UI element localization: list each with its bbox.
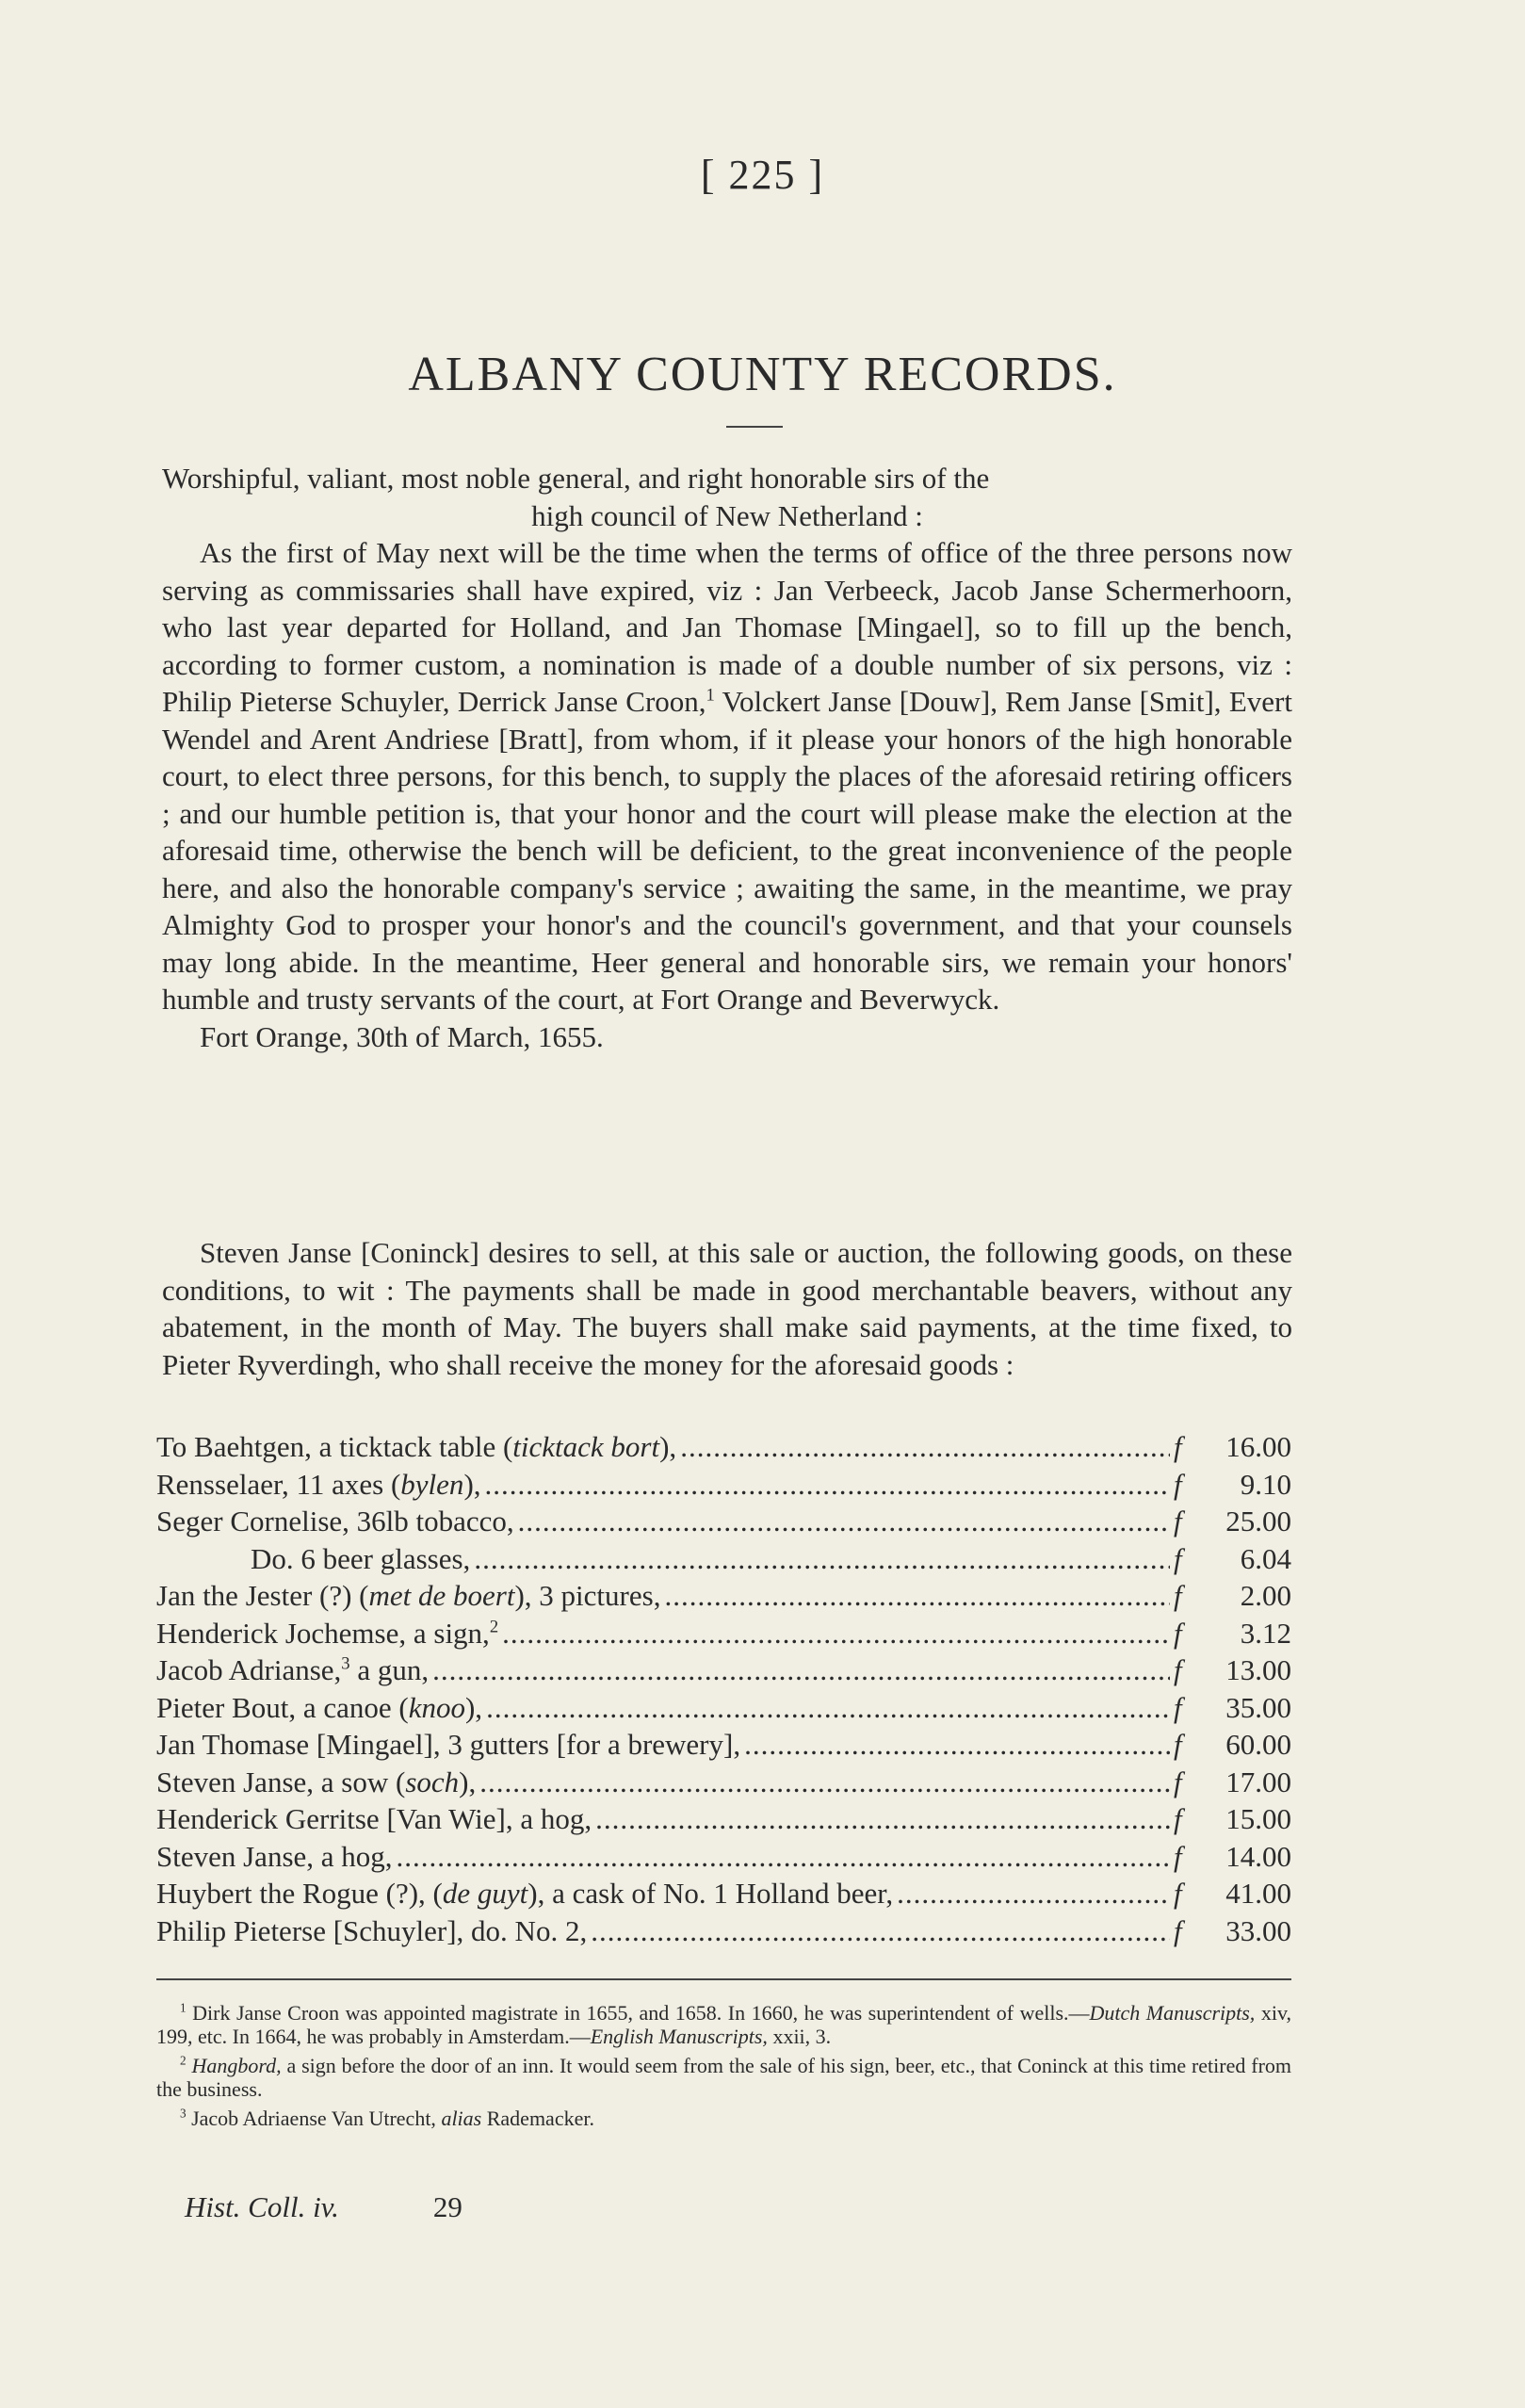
- leader-dots: [397, 1840, 1170, 1874]
- goods-item: [156, 1579, 660, 1613]
- leader-dots: [502, 1617, 1170, 1651]
- footnote-1-italic-2: English Manuscripts,: [590, 2025, 768, 2048]
- goods-item-pre: Jan the Jester (?) (: [156, 1579, 369, 1612]
- leader-dots: [474, 1542, 1170, 1576]
- goods-row: [156, 1579, 1291, 1617]
- goods-item-post: ),: [464, 1690, 483, 1724]
- goods-item: [156, 1691, 482, 1725]
- leader-dots: [479, 1765, 1170, 1799]
- letter-body-text: As the first of May next will be the time when the terms of office of the three persons now serving as commissaries shall have expired, viz : Jan Verbeeck, Jacob Janse Schermerhoorn, who last year departed for Holland, and Jan Thomase [Mingael], so to fill up the bench, according to former custom, a nomination is made of a double number of six persons, viz : Philip Pieterse Schuyler, Derrick Janse Croon,: [162, 536, 1292, 718]
- leader-dots: [664, 1579, 1170, 1613]
- goods-item-pre: Do. 6 beer glasses,: [251, 1541, 471, 1575]
- goods-item: [156, 1430, 676, 1464]
- goods-item-pre: Steven Janse, a sow (: [156, 1765, 406, 1798]
- letter-body-cont: Volckert Janse [Douw], Rem Janse [Smit], Evert Wendel and Arent Andriese [Bratt], from whom, if it please your honors of the high honorable court, to elect three persons, for this bench, to supply the places of the aforesaid retiring officers ; and our humble petition is, that your honor and the court will please make the election at the aforesaid time, otherwise the bench will be deficient, to the great inconvenience of the people here, and also the honorable company's service ; awaiting the same, in the meantime, we pray Almighty God to prosper your honor's and the council's government, and that your counsels may long abide. In the meantime, Heer general and honorable sirs, we remain your honors' humble and trusty servants of the court, at Fort Orange and Beverwyck.: [162, 685, 1292, 1016]
- currency-symbol: f: [1174, 1653, 1182, 1686]
- goods-item-sup: 3: [341, 1653, 350, 1674]
- leader-dots: [595, 1802, 1170, 1836]
- footnote-3-text-b: Rademacker.: [481, 2107, 594, 2130]
- goods-row: [156, 1430, 1291, 1468]
- currency-symbol: f: [1174, 1765, 1182, 1798]
- goods-row: [156, 1877, 1291, 1914]
- goods-item-post: ),: [659, 1430, 677, 1463]
- goods-item-pre: Jan Thomase [Mingael], 3 gutters [for a brewery],: [156, 1728, 741, 1761]
- collection-label: Hist. Coll. iv.: [185, 2190, 339, 2223]
- footnote-1-italic-1: Dutch Manuscripts,: [1089, 2001, 1256, 2025]
- goods-item-post: ), 3 pictures,: [514, 1579, 661, 1612]
- footnote-1: [156, 2001, 1291, 2048]
- goods-item-it: de guyt: [442, 1877, 528, 1910]
- goods-item: [156, 1468, 481, 1502]
- goods-item: [156, 1542, 470, 1576]
- goods-row: [156, 1468, 1291, 1505]
- leader-dots: [485, 1468, 1170, 1502]
- currency-symbol: f: [1174, 1877, 1182, 1910]
- goods-row: [156, 1914, 1291, 1952]
- goods-amount: 17.00: [1225, 1765, 1291, 1798]
- goods-item-pre: Henderick Jochemse, a sign,: [156, 1616, 490, 1650]
- goods-amount: 2.00: [1240, 1579, 1291, 1612]
- goods-item-pre: Seger Cornelise, 36lb tobacco,: [156, 1505, 514, 1538]
- goods-item: [156, 1617, 498, 1651]
- currency-symbol: f: [1174, 1579, 1182, 1612]
- goods-item: [156, 1765, 476, 1799]
- footnote-ref-1: 1: [706, 685, 715, 706]
- goods-item-post: ),: [463, 1467, 481, 1501]
- goods-item-post: ), a cask of No. 1 Holland beer,: [527, 1877, 894, 1910]
- goods-row: [156, 1691, 1291, 1729]
- currency-symbol: f: [1174, 1913, 1182, 1947]
- goods-row: [156, 1505, 1291, 1542]
- goods-item: [156, 1877, 893, 1911]
- goods-amount: 16.00: [1225, 1430, 1291, 1463]
- auction-intro: Steven Janse [Coninck] desires to sell, at this sale or auction, the following goods, on these conditions, to wit : The payments shall be made in good merchantable beavers, without any abatement, in the month of May. The buyers shall make said payments, at the time fixed, to Pieter Ryverdingh, who shall receive the money for the aforesaid goods :: [162, 1236, 1292, 1381]
- signature-mark: 29: [432, 2190, 462, 2223]
- goods-item-it: met de boert: [368, 1579, 515, 1612]
- currency-symbol: f: [1174, 1505, 1182, 1538]
- goods-amount: 41.00: [1225, 1877, 1291, 1910]
- goods-amount: 3.12: [1240, 1616, 1291, 1650]
- goods-item-pre: To Baehtgen, a ticktack table (: [156, 1430, 513, 1463]
- goods-row: [156, 1617, 1291, 1654]
- page-title: ALBANY COUNTY RECORDS.: [408, 348, 1117, 401]
- footnote-2-text: a sign before the door of an inn. It would seem from the sale of his sign, beer, etc., that Coninck at this time retired from the business.: [156, 2054, 1292, 2101]
- goods-item: [156, 1653, 429, 1687]
- currency-symbol: f: [1174, 1467, 1182, 1501]
- currency-symbol: f: [1174, 1690, 1182, 1724]
- goods-amount: 25.00: [1225, 1505, 1291, 1538]
- leader-dots: [897, 1877, 1170, 1911]
- salutation-line-1: Worshipful, valiant, most noble general, and right honorable sirs of the: [162, 462, 990, 495]
- goods-amount: 9.10: [1240, 1467, 1291, 1501]
- goods-amount: 15.00: [1225, 1802, 1291, 1835]
- goods-amount: 35.00: [1225, 1690, 1291, 1724]
- goods-item-it: bylen: [400, 1467, 464, 1501]
- goods-row: [156, 1653, 1291, 1691]
- leader-dots: [680, 1430, 1170, 1464]
- footnote-rule: [156, 1978, 1291, 1980]
- footnote-2-italic: Hangbord,: [191, 2054, 282, 2077]
- leader-dots: [744, 1728, 1170, 1762]
- goods-amount: 6.04: [1240, 1541, 1291, 1575]
- footnote-1-text-a: Dirk Janse Croon was appointed magistrate in 1655, and 1658. In 1660, he was superintendent of wells.—: [192, 2001, 1090, 2025]
- goods-item-pre: Jacob Adrianse,: [156, 1653, 342, 1686]
- goods-item: [156, 1802, 592, 1836]
- goods-list: [156, 1430, 1291, 1951]
- title-rule: [726, 426, 783, 428]
- footnote-2-mark: 2: [180, 2053, 187, 2068]
- goods-item: [156, 1728, 740, 1762]
- goods-row: [156, 1542, 1291, 1580]
- footnote-1-text-c: xxii, 3.: [767, 2025, 832, 2048]
- salutation-line-2: high council of New Netherland :: [531, 498, 923, 532]
- goods-item-pre: Rensselaer, 11 axes (: [156, 1467, 401, 1501]
- footnote-3-italic: alias: [441, 2107, 482, 2130]
- page-footer: [185, 2190, 462, 2224]
- goods-item-post2: a gun,: [349, 1653, 430, 1686]
- currency-symbol: f: [1174, 1839, 1182, 1873]
- currency-symbol: f: [1174, 1802, 1182, 1835]
- goods-item-pre: Steven Janse, a hog,: [156, 1839, 393, 1873]
- currency-symbol: f: [1174, 1541, 1182, 1575]
- footnote-1-mark: 1: [180, 2000, 187, 2015]
- goods-item: [156, 1914, 587, 1948]
- footnote-3: [156, 2107, 1291, 2130]
- page-number: [ 225 ]: [700, 152, 825, 198]
- currency-symbol: f: [1174, 1430, 1182, 1463]
- goods-item-it: soch: [405, 1765, 460, 1798]
- footnote-1-text-b: xiv, 199, etc. In 1664, he was probably in Amsterdam.—: [156, 2001, 1292, 2048]
- goods-row: [156, 1840, 1291, 1878]
- goods-amount: 33.00: [1225, 1913, 1291, 1947]
- goods-item-post: ),: [459, 1765, 477, 1798]
- goods-amount: 14.00: [1225, 1839, 1291, 1873]
- goods-amount: 13.00: [1225, 1653, 1291, 1686]
- leader-dots: [518, 1505, 1170, 1538]
- footnote-2: [156, 2054, 1291, 2101]
- letter-dateline: Fort Orange, 30th of March, 1655.: [200, 1019, 604, 1053]
- goods-item-pre: Henderick Gerritse [Van Wie], a hog,: [156, 1802, 592, 1835]
- goods-item-it: knoo: [408, 1690, 465, 1724]
- leader-dots: [432, 1653, 1170, 1687]
- goods-item-it: ticktack bort: [512, 1430, 660, 1463]
- letter-section: [162, 460, 1292, 1055]
- goods-item: [156, 1505, 514, 1538]
- goods-row: [156, 1728, 1291, 1765]
- footnote-3-text-a: Jacob Adriaense Van Utrecht,: [191, 2107, 442, 2130]
- goods-item-sup: 2: [489, 1617, 499, 1637]
- goods-item-pre: Huybert the Rogue (?), (: [156, 1877, 443, 1910]
- currency-symbol: f: [1174, 1616, 1182, 1650]
- goods-item: [156, 1840, 393, 1874]
- leader-dots: [486, 1691, 1170, 1725]
- footnotes: [156, 2001, 1291, 2136]
- leader-dots: [591, 1914, 1170, 1948]
- goods-row: [156, 1765, 1291, 1803]
- goods-item-pre: Philip Pieterse [Schuyler], do. No. 2,: [156, 1913, 588, 1947]
- currency-symbol: f: [1174, 1728, 1182, 1761]
- goods-row: [156, 1802, 1291, 1840]
- footnote-3-mark: 3: [180, 2106, 187, 2121]
- goods-item-pre: Pieter Bout, a canoe (: [156, 1690, 409, 1724]
- letter-body: [162, 534, 1292, 1018]
- goods-amount: 60.00: [1225, 1728, 1291, 1761]
